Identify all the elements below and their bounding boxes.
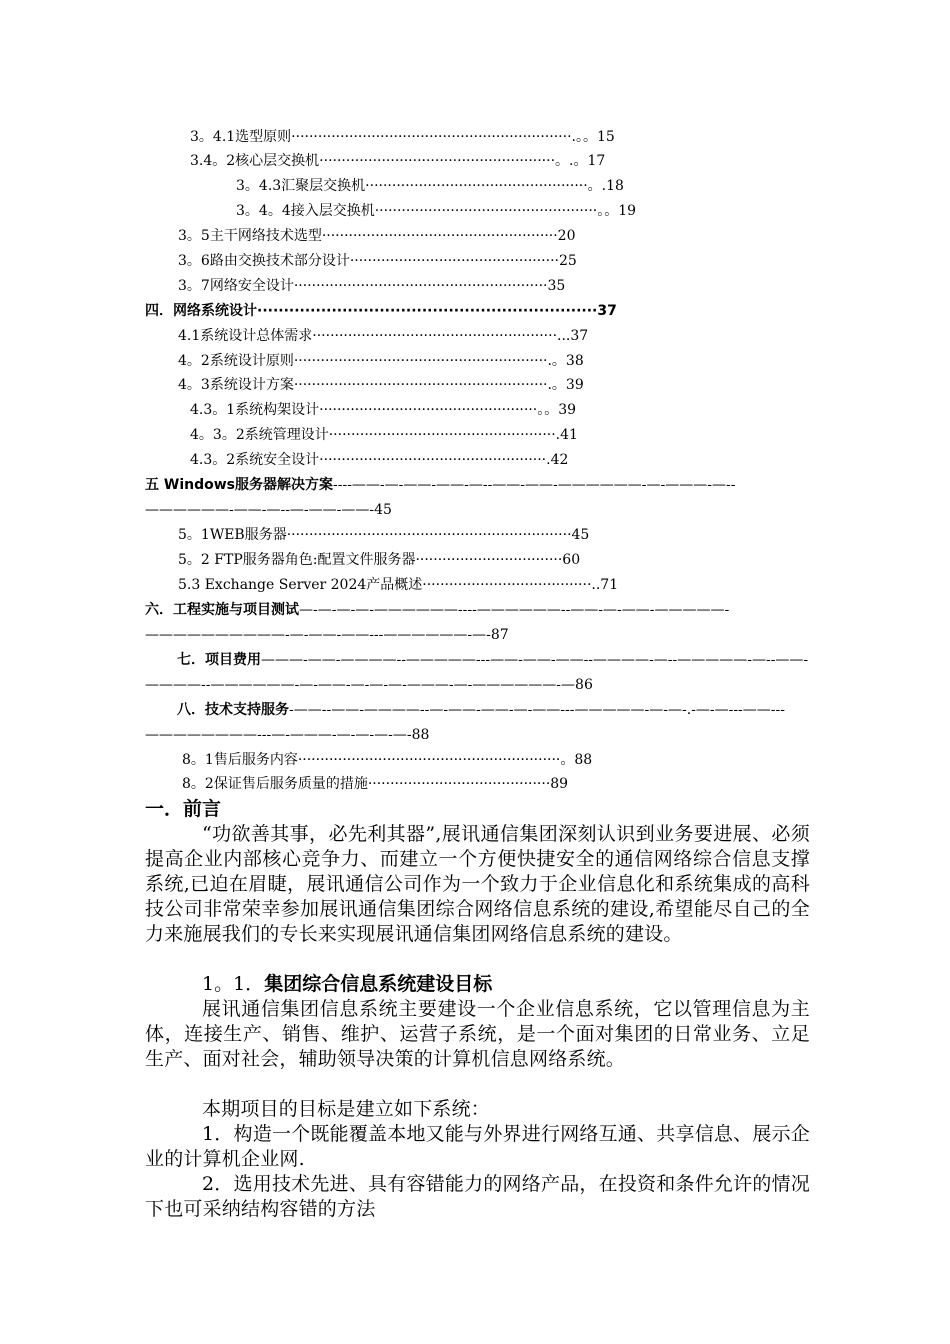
toc-leader: —-—-—-—-——————----——————--——-—-——-—————-——————————-—-——-——---——————-—-87 <box>145 602 730 643</box>
subsection-number: 1。1． <box>202 973 265 995</box>
toc-entry: 5。1WEB服务器································································45 <box>178 527 590 543</box>
toc-entry: 5.3 Exchange Server 2024产品概述······································..71 <box>178 577 619 593</box>
paragraph: 展讯通信集团信息系统主要建设一个企业信息系统，它以管理信息为主体，连接生产、销售、维护、运营子系统，是一个面对集团的日常业务、立足生产、面对社会，辅助领导决策的计算机信息网络系统。 <box>145 998 810 1070</box>
toc-chapter-title: 八．技术支持服务 <box>177 702 289 718</box>
toc-chapter-wrapped <box>145 648 810 698</box>
toc-entry: 3。4.3汇聚层交换机··················································。.18 <box>236 178 624 194</box>
toc-chapter-title: 七．项目费用 <box>177 652 261 668</box>
toc-leader: -——--——-————--—-——-——-—-——---—————-—-—-.-—-—---——---————————---—-———-—-—-—-—-88 <box>145 702 785 743</box>
toc-entry: 4。3。2系统管理设计···················································.41 <box>190 427 578 443</box>
toc-entry: 3。5主干网络技术选型·····················································20 <box>178 228 576 244</box>
toc-entry: 5。2 FTP服务器角色:配置文件服务器·································60 <box>178 552 581 568</box>
toc-entry: 8。2保证售后服务质量的措施·········································89 <box>182 776 569 792</box>
section-heading: 一．前言 <box>145 798 222 820</box>
toc-entry: 4。3系统设计方案·························································.。39 <box>178 377 584 393</box>
toc-entry: 8。1售后服务内容···························································。88 <box>182 752 593 768</box>
toc-chapter-wrapped <box>145 473 810 523</box>
subsection-title: 集团综合信息系统建设目标 <box>264 973 493 995</box>
toc-chapter-wrapped <box>145 698 810 748</box>
subsection-heading <box>202 972 492 997</box>
toc-leader: ----——-—-——-——-—--——-——-——————-—-———-—--——————-——-—--—-——-——-45 <box>145 477 736 518</box>
toc-entry: 4.1系统设计总体需求·······················································...37 <box>178 328 589 344</box>
toc-chapter: 四．网络系统设计································································37 <box>145 303 617 319</box>
toc-leader: ———-——-————--—————---——-——-——--————-—--—————-—--——-————--——————-—-——-—-—-—-———-—-——————-—86 <box>145 652 809 693</box>
paragraph: “功欲善其事，必先利其器”,展讯通信集团深刻认识到业务要进展、必须提高企业内部核心竞争力、而建立一个方便快捷安全的通信网络综合信息支撑系统,已迫在眉睫，展讯通信公司作为一个致力于企业信息化和系统集成的高科技公司非常荣幸参加展讯通信集团综合网络信息系统的建设,希望能尽自己的全力来施展我们的专长来实现展讯通信集团网络信息系统的建设。 <box>145 823 810 945</box>
toc-entry: 3。7网络安全设计·························································35 <box>178 278 566 294</box>
toc-entry: 4.3。1系统构架设计·················································。。39 <box>190 402 577 418</box>
toc-entry: 4。2系统设计原则·························································.。38 <box>178 353 584 369</box>
toc-entry: 4.3。2系统安全设计···················································.42 <box>190 452 569 468</box>
toc-entry: 3。4.1选型原则·······························································.。。15 <box>190 129 615 145</box>
toc-chapter-wrapped <box>145 598 810 648</box>
paragraph: 本期项目的目标是建立如下系统： <box>202 1098 491 1120</box>
toc-entry: 3。4。4接入层交换机··················································。。19 <box>236 203 637 219</box>
paragraph: 1．构造一个既能覆盖本地又能与外界进行网络互通、共享信息、展示企业的计算机企业网. <box>145 1123 810 1170</box>
toc-entry: 3。6路由交换技术部分设计···············································25 <box>178 253 577 269</box>
toc-entry: 3.4。2核心层交换机·····················································。.。17 <box>190 153 606 169</box>
toc-chapter-title: 五 Windows服务器解决方案 <box>145 477 333 493</box>
paragraph: 2．选用技术先进、具有容错能力的网络产品，在投资和条件允许的情况下也可采纳结构容错的方法 <box>145 1173 810 1220</box>
toc-chapter-title: 六．工程实施与项目测试 <box>145 602 299 618</box>
